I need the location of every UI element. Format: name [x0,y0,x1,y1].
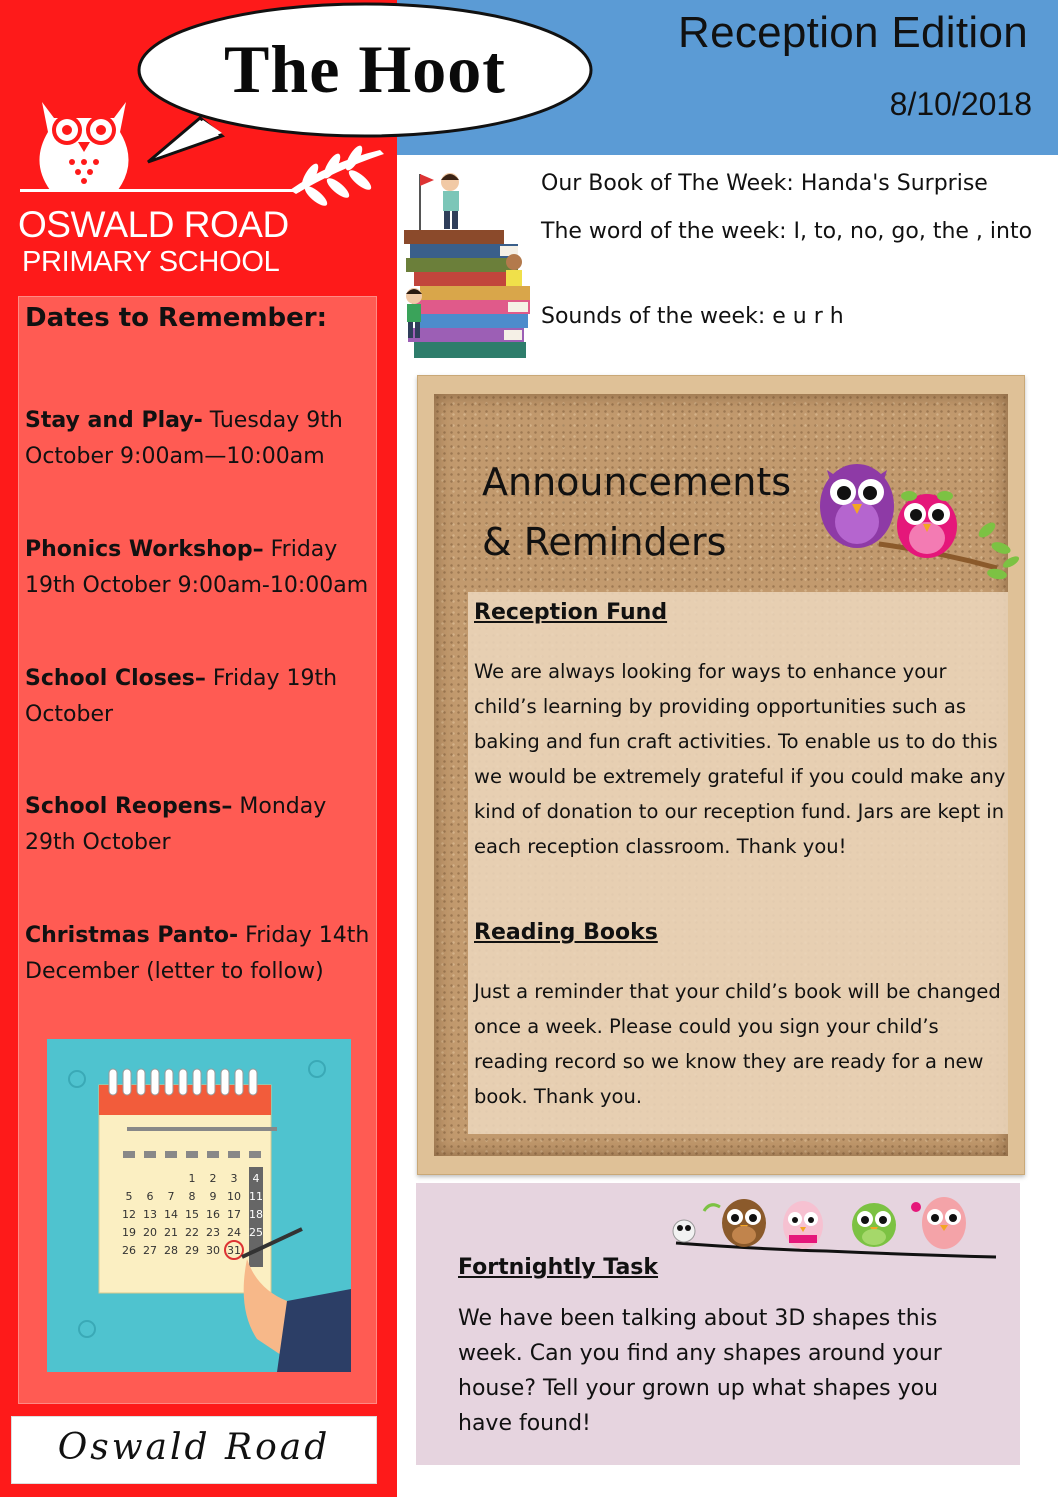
svg-text:18: 18 [249,1208,263,1221]
dates-to-remember-panel [18,296,377,1404]
reception-fund-body: We are always looking for ways to enhance your child’s learning by providing opportunities such as baking and fun craft activities. To enable us to do this we would be extremely grateful if you could make any kind of donation to our reception fund. Jars are kept in each reception classroom. Thank you! [474,660,1006,858]
date-item-detail: Friday 19th October [25,666,338,727]
svg-text:13: 13 [143,1208,157,1221]
date-item [25,403,375,475]
svg-text:1: 1 [188,1172,196,1185]
date-item [25,918,375,990]
svg-text:14: 14 [164,1208,178,1221]
owls-on-branch-icon [819,456,1019,586]
reading-books-body: Just a reminder that your child’s book will be changed once a week. Please could you sign your child’s reading record so we know they are ready for a new book. Thank you. [474,980,1001,1108]
svg-text:2: 2 [209,1172,217,1185]
svg-text:31: 31 [227,1244,241,1257]
sounds-of-the-week: Sounds of the week: e u r h [541,304,844,329]
svg-text:9: 9 [209,1190,217,1203]
announcements-notes [468,592,1008,1134]
date-item [25,532,375,604]
svg-text:22: 22 [185,1226,199,1239]
calendar-illustration [47,1039,351,1372]
svg-text:28: 28 [164,1244,178,1257]
svg-text:3: 3 [230,1172,238,1185]
reading-books-heading: Reading Books [474,920,658,945]
footer-signature: Oswald Road [57,1427,331,1468]
announcements-title-line1: Announcements [482,460,792,504]
svg-text:15: 15 [185,1208,199,1221]
date-item-label: Stay and Play- [25,408,203,433]
footer-signature-box [11,1416,377,1484]
date-item-detail: Friday 14th December (letter to follow) [25,923,370,984]
school-name: OSWALD ROAD [18,204,289,245]
reception-fund-heading: Reception Fund [474,600,668,625]
date-item-detail: Monday 29th October [25,794,327,855]
newsletter-title: The Hoot [224,31,506,107]
svg-text:24: 24 [227,1226,241,1239]
cork-surface [434,394,1008,1156]
date-item-label: School Reopens– [25,794,233,819]
owl-row-icon [666,1191,1006,1263]
date-item-label: School Closes– [25,666,206,691]
svg-text:19: 19 [122,1226,136,1239]
svg-text:25: 25 [249,1226,263,1239]
word-of-the-week: The word of the week: I, to, no, go, the , into [541,219,1033,244]
svg-text:27: 27 [143,1244,157,1257]
svg-text:5: 5 [125,1190,133,1203]
svg-text:26: 26 [122,1244,136,1257]
fortnightly-task-panel [416,1183,1020,1465]
svg-text:30: 30 [206,1244,220,1257]
date-item [25,789,375,861]
edition-title: Reception Edition [678,8,1028,57]
svg-text:16: 16 [206,1208,220,1221]
date-item-label: Christmas Panto- [25,923,239,948]
announcements-corkboard [417,375,1025,1175]
date-item-detail: Friday 19th October 9:00am-10:00am [25,537,369,598]
date-item-detail: Tuesday 9th October 9:00am—10:00am [25,408,343,469]
svg-text:17: 17 [227,1208,241,1221]
date-item-label: Phonics Workshop– [25,537,264,562]
svg-text:6: 6 [146,1190,154,1203]
date-item [25,661,375,733]
dates-heading: Dates to Remember: [25,303,327,333]
svg-text:8: 8 [188,1190,196,1203]
svg-text:4: 4 [252,1172,260,1185]
svg-text:20: 20 [143,1226,157,1239]
svg-text:12: 12 [122,1208,136,1221]
svg-text:23: 23 [206,1226,220,1239]
svg-text:10: 10 [227,1190,241,1203]
svg-text:29: 29 [185,1244,199,1257]
fortnightly-task-heading: Fortnightly Task [458,1255,659,1280]
edition-date: 8/10/2018 [889,86,1032,122]
svg-text:21: 21 [164,1226,178,1239]
fortnightly-task-body: We have been talking about 3D shapes this week. Can you find any shapes around your house? Tell your grown up what shapes you have found! [458,1306,942,1436]
book-stack-illustration [400,168,540,368]
book-of-the-week: Our Book of The Week: Handa's Surprise [541,171,988,196]
svg-text:11: 11 [249,1190,263,1203]
school-name-sub: PRIMARY SCHOOL [22,246,280,278]
svg-text:7: 7 [167,1190,175,1203]
announcements-title [482,452,791,572]
announcements-title-line2: & Reminders [482,520,727,564]
school-owl-logo [20,92,400,222]
